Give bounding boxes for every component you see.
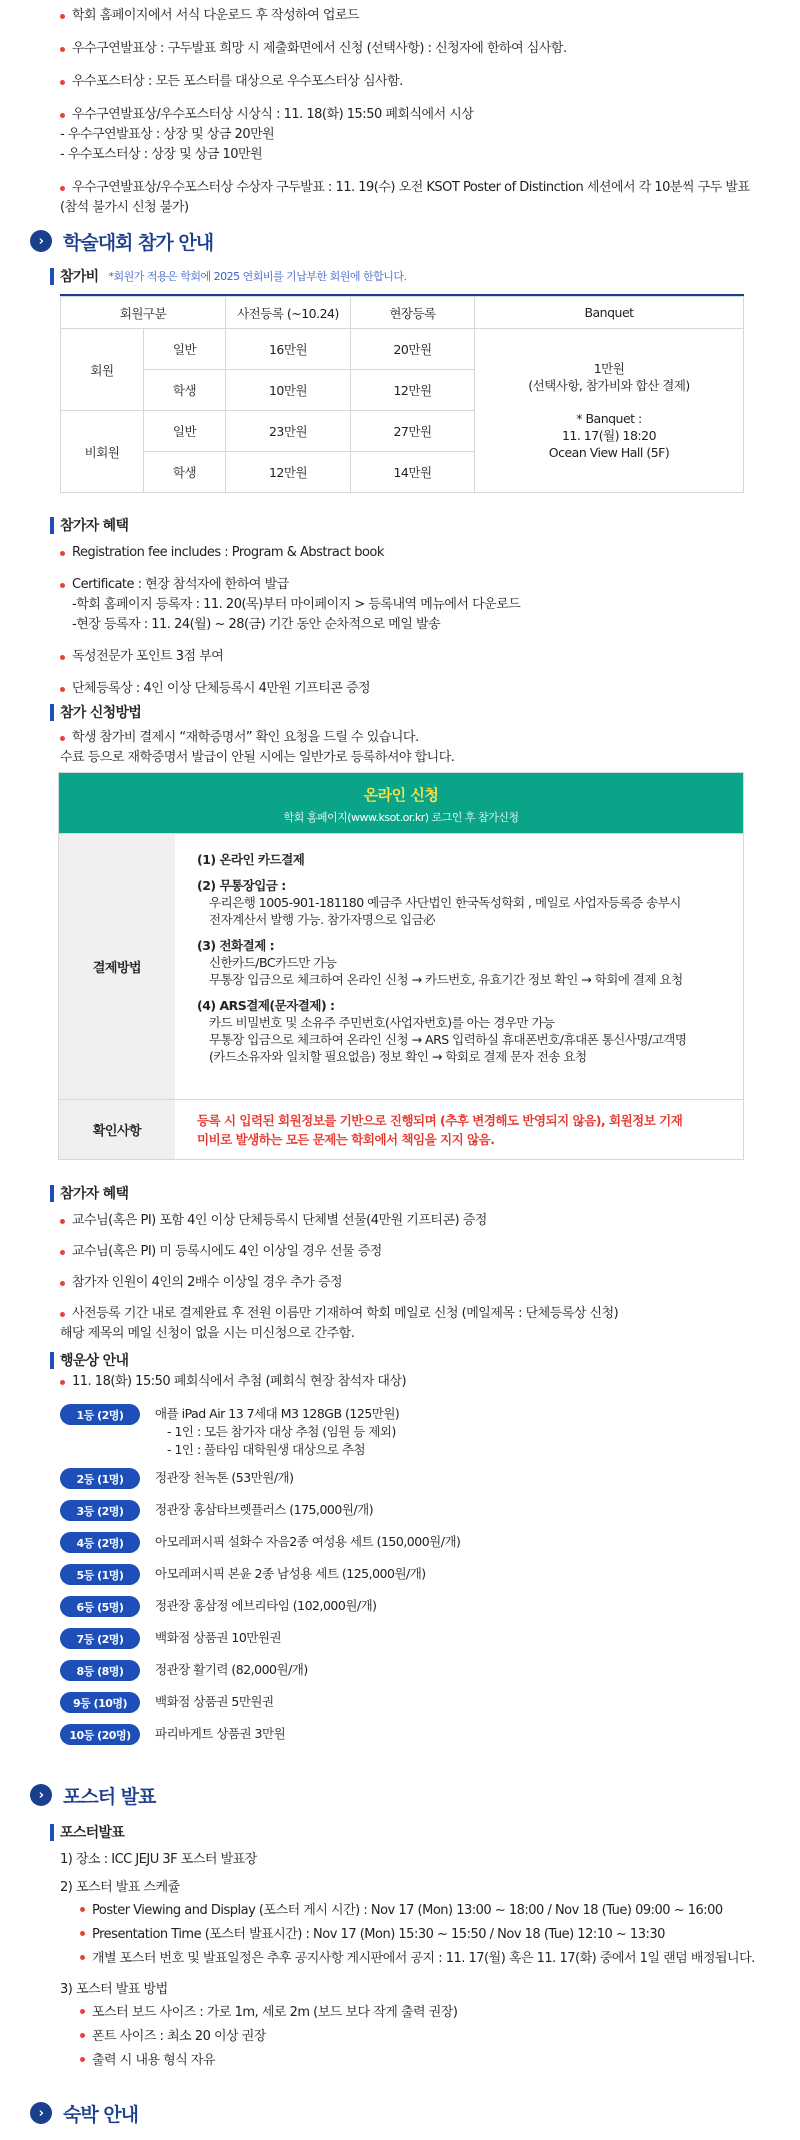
- column-header: 회원구분: [61, 297, 226, 329]
- banquet-place: Ocean View Hall (5F): [548, 445, 670, 460]
- heading-bar: [50, 1352, 54, 1369]
- prize-rank-badge: 2등 (1명): [60, 1468, 140, 1489]
- method-ars-line: (카드소유자와 일치할 필요없음) 정보 확인 → 학회로 결제 문자 전송 요청: [209, 1049, 587, 1064]
- banquet-cell: [475, 329, 744, 493]
- prize-row: [60, 1532, 760, 1564]
- list-item: Poster Viewing and Display (포스터 게시 시간) : Nov 17 (Mon) 13:00 ~ 18:00 / Nov 18 (Tue) 09:00 ~ 16:00: [80, 1899, 780, 1923]
- fee-table-wrap: [60, 294, 744, 493]
- list-item: 우수포스터상 : 모든 포스터를 대상으로 우수포스터상 심사함.: [60, 72, 760, 92]
- poster-talk-line: 우수구연발표상/우수포스터상 수상자 구두발표 : 11. 19(수) 오전 KSOT Poster of Distinction 세션에서 각 10분씩 구두 발표: [72, 180, 750, 195]
- price-cell: 14만원: [351, 452, 475, 493]
- method-phone-line: 무통장 입금으로 체크하여 온라인 신청 → 카드번호, 유효기간 정보 확인 → 학회에 결제 요청: [209, 972, 683, 987]
- member-sub: 학생: [144, 370, 226, 411]
- prize-rank-badge: 4등 (2명): [60, 1532, 140, 1553]
- group-benefits-header: [50, 1183, 128, 1203]
- section-title: 학술대회 참가 안내: [63, 231, 214, 254]
- method-card: (1) 온라인 카드결제: [197, 852, 305, 867]
- list-item: [60, 575, 760, 635]
- award-detail: - 우수구연발표상 : 상장 및 상금 20만원: [60, 127, 275, 142]
- price-cell: 27만원: [351, 411, 475, 452]
- list-item: 교수님(혹은 PI) 포함 4인 이상 단체등록시 단체별 선물(4만원 기프티콘) 증정: [60, 1211, 770, 1231]
- confirm-warning: 미비로 발생하는 모든 문제는 학회에서 책임을 지지 않음.: [197, 1132, 495, 1147]
- benefits-title: 참가자 혜택: [60, 518, 129, 534]
- list-item: 우수구연발표상 : 구두발표 희망 시 제출화면에서 신청 (선택사항) : 신청자에 한하여 심사함.: [60, 39, 760, 59]
- list-item: 독성전문가 포인트 3점 부여: [60, 647, 760, 667]
- heading-bar: [50, 1185, 54, 1202]
- column-header: 사전등록 (~10.24): [226, 297, 351, 329]
- group-benefits-list: [60, 1211, 770, 1344]
- prize-row: [60, 1564, 760, 1596]
- prize-row: [60, 1724, 760, 1756]
- poster-title: 포스터발표: [60, 1825, 125, 1841]
- prize-desc: 정관장 홍삼타브렛플러스 (175,000원/개): [155, 1502, 374, 1517]
- award-detail: - 우수포스터상 : 상장 및 상금 10만원: [60, 147, 263, 162]
- prize-line: 애플 iPad Air 13 7세대 M3 128GB (125만원): [155, 1406, 400, 1421]
- prize-desc: 아모레퍼시픽 본윤 2종 남성용 세트 (125,000원/개): [155, 1566, 426, 1581]
- prize-row: [60, 1468, 760, 1500]
- list-item: [60, 105, 760, 125]
- group-benefits-title: 참가자 혜택: [60, 1186, 129, 1202]
- member-sub: 일반: [144, 411, 226, 452]
- list-item: 폰트 사이즈 : 최소 20 이상 권장: [80, 2025, 780, 2049]
- method-bank-line: 우리은행 1005-901-181180 예금주 사단법인 한국독성학회 , 메일로 사업자등록증 송부시: [209, 895, 681, 910]
- prize-rank-badge: 6등 (5명): [60, 1596, 140, 1617]
- prize-list: [60, 1404, 760, 1756]
- payment-method-body: [175, 834, 743, 1099]
- prize-line: - 1인 : 모든 참가자 대상 추첨 (임원 등 제외): [167, 1424, 396, 1439]
- prize-row: [60, 1628, 760, 1660]
- banquet-time: 11. 17(월) 18:20: [561, 428, 657, 443]
- group-apply-line: 해당 제목의 메일 신청이 없을 시는 미신청으로 간주함.: [60, 1326, 355, 1341]
- section-header-poster: [30, 1780, 155, 1810]
- prize-desc: 정관장 활기력 (82,000원/개): [155, 1662, 308, 1677]
- prize-rank-badge: 10등 (20명): [60, 1724, 140, 1745]
- payment-method-row: [59, 833, 743, 1099]
- list-item: 참가자 인원이 4인의 2배수 이상일 경우 추가 증정: [60, 1273, 770, 1293]
- apply-note: 학생 참가비 결제시 “재학증명서” 확인 요청을 드릴 수 있습니다.: [72, 730, 419, 745]
- prize-row: [60, 1500, 760, 1532]
- list-item: [60, 178, 760, 218]
- award-ceremony-line: 우수구연발표상/우수포스터상 시상식 : 11. 18(화) 15:50 폐회식에서 시상: [72, 107, 474, 122]
- apply-notes: [60, 728, 760, 768]
- method-ars-line: 무통장 입금으로 체크하여 온라인 신청 → ARS 입력하실 휴대폰번호/휴대폰 통신사명/고객명: [209, 1032, 687, 1047]
- method-ars-title: (4) ARS결제(문자결제) :: [197, 998, 335, 1013]
- prize-desc: 정관장 홍삼정 에브리타임 (102,000원/개): [155, 1598, 377, 1613]
- list-item: 교수님(혹은 PI) 미 등록시에도 4인 이상일 경우 선물 증정: [60, 1242, 770, 1262]
- method-phone-line: 신한카드/BC카드만 가능: [209, 955, 337, 970]
- prize-line: - 1인 : 풀타임 대학원생 대상으로 추첨: [167, 1442, 366, 1457]
- price-cell: 16만원: [226, 329, 351, 370]
- member-type: 회원: [61, 329, 144, 411]
- table-row: [61, 329, 744, 370]
- confirm-row: [59, 1099, 743, 1159]
- column-header: Banquet: [475, 297, 744, 329]
- list-item: 포스터 보드 사이즈 : 가로 1m, 세로 2m (보드 보다 작게 출력 권장): [80, 2001, 780, 2025]
- section-header-lodging: [30, 2098, 138, 2128]
- chevron-right-icon: ›: [30, 1784, 52, 1806]
- price-cell: 10만원: [226, 370, 351, 411]
- list-item: 11. 18(화) 15:50 폐회식에서 추첨 (폐회식 현장 참석자 대상): [60, 1372, 760, 1392]
- prize-desc: 정관장 천녹톤 (53만원/개): [155, 1470, 294, 1485]
- prize-desc: 아모레퍼시픽 설화수 자음2종 여성용 세트 (150,000원/개): [155, 1534, 461, 1549]
- prize-rank-badge: 8등 (8명): [60, 1660, 140, 1681]
- banquet-note: (선택사항, 참가비와 합산 결제): [528, 378, 690, 393]
- heading-bar: [50, 268, 54, 285]
- prize-row: [60, 1692, 760, 1724]
- member-sub: 일반: [144, 329, 226, 370]
- prize-row: [60, 1404, 760, 1468]
- poster-header: [50, 1822, 124, 1842]
- certificate-line: -현장 등록자 : 11. 24(월) ~ 28(금) 기간 동안 순차적으로 메일 발송: [72, 617, 441, 632]
- method-phone-title: (3) 전화결제 :: [197, 938, 275, 953]
- prize-rank-badge: 1등 (2명): [60, 1404, 140, 1425]
- price-cell: 12만원: [226, 452, 351, 493]
- fee-table: [60, 296, 744, 493]
- heading-bar: [50, 517, 54, 534]
- confirm-label: 확인사항: [59, 1100, 175, 1159]
- prize-rank-badge: 5등 (1명): [60, 1564, 140, 1585]
- poster-schedule-title: 2) 포스터 발표 스케쥴: [60, 1880, 180, 1895]
- lucky-draw-date: [60, 1372, 760, 1392]
- benefits-header: [50, 515, 128, 535]
- poster-details: [60, 1849, 780, 2073]
- price-cell: 20만원: [351, 329, 475, 370]
- section-title: 포스터 발표: [63, 1785, 156, 1808]
- fee-title: 참가비: [60, 269, 99, 285]
- method-bank-line: 전자계산서 발행 가능. 참가자명으로 입금必: [209, 912, 436, 927]
- list-item: Registration fee includes : Program & Abstract book: [60, 543, 760, 563]
- method-bank-title: (2) 무통장입금 :: [197, 878, 286, 893]
- prize-rank-badge: 7등 (2명): [60, 1628, 140, 1649]
- table-header-row: [61, 297, 744, 329]
- poster-method-title: 3) 포스터 발표 방법: [60, 1982, 168, 1997]
- confirm-warning: 등록 시 입력된 회원정보를 기반으로 진행되며 (추후 변경해도 반영되지 않음), 회원정보 기재: [197, 1113, 683, 1128]
- confirm-body: [175, 1100, 743, 1159]
- column-header: 현장등록: [351, 297, 475, 329]
- prize-rank-badge: 3등 (2명): [60, 1500, 140, 1521]
- apply-title: 참가 신청방법: [60, 705, 142, 721]
- online-apply-title: 온라인 신청: [363, 786, 439, 804]
- member-sub: 학생: [144, 452, 226, 493]
- price-cell: 12만원: [351, 370, 475, 411]
- method-ars-line: 카드 비밀번호 및 소유주 주민번호(사업자번호)를 아는 경우만 가능: [209, 1015, 555, 1030]
- payment-method-label: 결제방법: [59, 834, 175, 1099]
- list-item: 학회 홈페이지에서 서식 다운로드 후 작성하여 업로드: [60, 6, 760, 26]
- list-item: 출력 시 내용 형식 자유: [80, 2049, 780, 2073]
- prize-desc: 백화점 상품권 5만원권: [155, 1694, 274, 1709]
- member-type: 비회원: [61, 411, 144, 493]
- list-item: Presentation Time (포스터 발표시간) : Nov 17 (Mon) 15:30 ~ 15:50 / Nov 18 (Tue) 12:10 ~ 13:30: [80, 1923, 780, 1947]
- poster-talk-note: (참석 불가시 신청 불가): [60, 200, 189, 215]
- heading-bar: [50, 704, 54, 721]
- top-notes: [60, 6, 760, 218]
- chevron-right-icon: ›: [30, 2102, 52, 2124]
- online-apply-banner[interactable]: [59, 773, 743, 833]
- list-item: [60, 728, 760, 768]
- banquet-label: * Banquet :: [576, 411, 642, 426]
- prize-rank-badge: 9등 (10명): [60, 1692, 140, 1713]
- lucky-draw-header: [50, 1350, 128, 1370]
- prize-desc: [155, 1404, 399, 1459]
- section-header-participation: [30, 226, 213, 256]
- online-apply-subtitle: 학회 홈페이지(www.ksot.or.kr) 로그인 후 참가신청: [283, 811, 519, 824]
- fee-header: [50, 266, 406, 286]
- section-title: 숙박 안내: [63, 2103, 139, 2126]
- prize-row: [60, 1596, 760, 1628]
- apply-header: [50, 702, 141, 722]
- group-apply-line: 사전등록 기간 내로 결제완료 후 전원 이름만 기재하여 학회 메일로 신청 (메일제목 : 단체등록상 신청): [72, 1306, 619, 1321]
- prize-row: [60, 1660, 760, 1692]
- list-item: [60, 1304, 770, 1344]
- heading-bar: [50, 1824, 54, 1841]
- price-cell: 23만원: [226, 411, 351, 452]
- prize-desc: 백화점 상품권 10만원권: [155, 1630, 282, 1645]
- lucky-draw-title: 행운상 안내: [60, 1353, 129, 1369]
- payment-box: [58, 772, 744, 1160]
- apply-note: 수료 등으로 재학증명서 발급이 안될 시에는 일반가로 등록하셔야 합니다.: [60, 750, 455, 765]
- certificate-line: -학회 홈페이지 등록자 : 11. 20(목)부터 마이페이지 > 등록내역 메뉴에서 다운로드: [72, 597, 521, 612]
- prize-desc: 파리바게트 상품권 3만원: [155, 1726, 286, 1741]
- list-item: 개별 포스터 번호 및 발표일정은 추후 공지사항 게시판에서 공지 : 11. 17(월) 혹은 11. 17(화) 중에서 1일 랜덤 배정됩니다.: [80, 1947, 780, 1971]
- poster-venue: 1) 장소 : ICC JEJU 3F 포스터 발표장: [60, 1852, 257, 1867]
- banquet-price: 1만원: [593, 361, 625, 376]
- list-item: 단체등록상 : 4인 이상 단체등록시 4만원 기프티콘 증정: [60, 679, 760, 699]
- fee-note: *회원가 적용은 학회에 2025 연회비를 기납부한 회원에 한합니다.: [108, 270, 407, 283]
- certificate-line: Certificate : 현장 참석자에 한하여 발급: [72, 577, 289, 592]
- benefits-list: [60, 543, 760, 699]
- chevron-right-icon: ›: [30, 230, 52, 252]
